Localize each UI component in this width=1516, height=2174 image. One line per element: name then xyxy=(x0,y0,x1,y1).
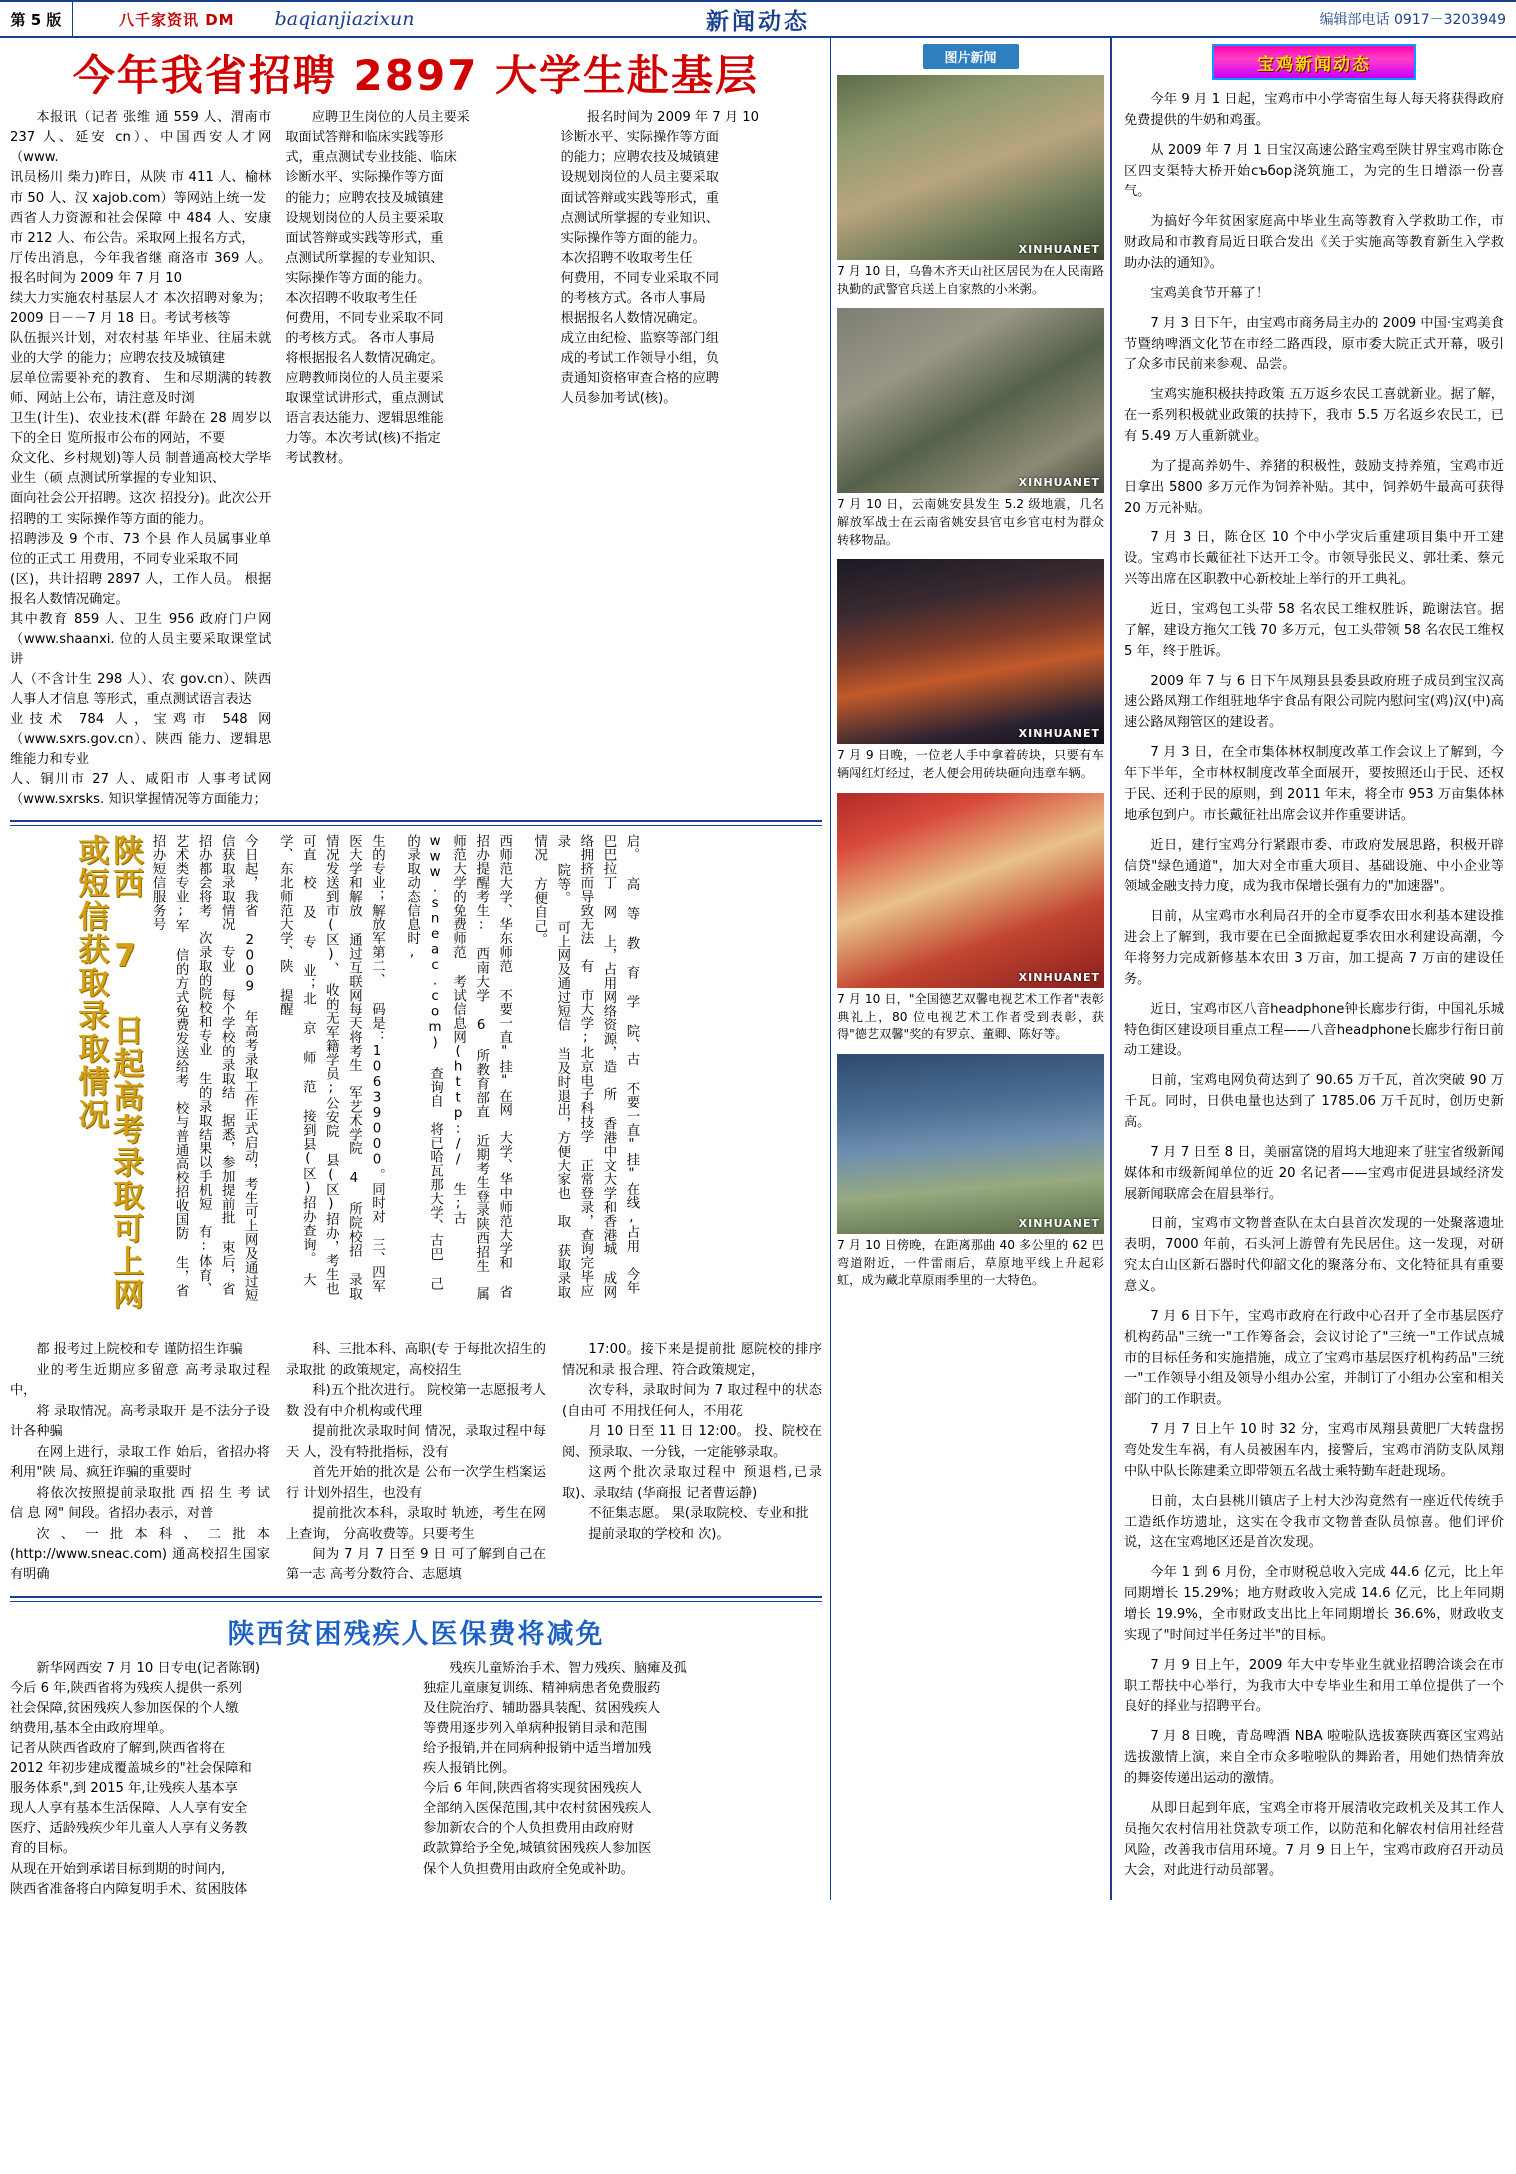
photo-caption: 7 月 10 日，云南姚安县发生 5.2 级地震，几名解放军战士在云南省姚安县官屯乡官屯村为群众转移物品。 xyxy=(837,497,1104,547)
news-item: 宝鸡美食节开幕了！ xyxy=(1150,285,1270,301)
news-photo xyxy=(837,1054,1104,1234)
photo-list xyxy=(837,75,1104,1290)
watermark-label: XINHUANET xyxy=(1018,243,1100,256)
paragraph: 诊断水平、实际操作等方面 xyxy=(560,130,719,146)
news-photo xyxy=(837,75,1104,260)
paragraph: 招聘涉及 9 个市、73 个县 作人员属事业单位的正式工 用费用，不同专业采取不同 xyxy=(10,531,272,567)
section-title: 新闻动态 xyxy=(706,8,810,35)
paragraph: 何费用，不同专业采取不同 xyxy=(285,310,444,326)
paragraph: 保个人负担费用由政府全免或补助。 xyxy=(423,1861,634,1877)
watermark-label: XINHUANET xyxy=(1018,476,1100,490)
paragraph: 根据报名人数情况确定。 xyxy=(560,310,706,326)
lead-headline: 今年我省招聘 2897 大学生赴基层 xyxy=(72,51,760,100)
paragraph: 考试教材。 xyxy=(285,451,352,467)
photo-figure xyxy=(837,308,1104,549)
paragraph: 记者从陕西省政府了解到,陕西省将在 xyxy=(10,1741,226,1757)
paragraph: 17:00。接下来是提前批 愿院校的排序情况和录 报合理、符合政策规定， xyxy=(562,1342,822,1378)
vertical-feature-flow xyxy=(10,1340,822,1585)
vertical-feature-columns xyxy=(146,834,822,1312)
paragraph: 现人人享有基本生活保障、人人享有安全 xyxy=(10,1801,248,1817)
paragraph: 续大力实施农村基层人才 本次招聘对象为；2009 日－－7 月 18 日。考试考核等 xyxy=(10,290,272,326)
watermark-label: XINHUANET xyxy=(1018,1216,1100,1230)
second-story xyxy=(10,1659,822,1900)
paragraph: 业的考生近期应多留意 高考录取过程中， xyxy=(10,1362,270,1399)
news-item: 宝鸡实施积极扶持政策 五万返乡农民工喜就新业。据了解，在一系列积极就业政策的扶持下，我市 5.5 万名返乡农民工，已有 5.49 万人重新就业。 xyxy=(1124,387,1504,445)
brand-chinese: 八千家资讯 DM xyxy=(119,10,235,29)
paragraph: 社会保障,贫困残疾人参加医保的个人缴 xyxy=(10,1701,239,1717)
paragraph: 业技术 784 人，宝鸡市 548 网（www.sxrs.gov.cn）、陕西 能力、逻辑思维能力和专业 xyxy=(10,712,272,768)
paragraph: 及住院治疗、辅助器具装配、贫困残疾人 xyxy=(423,1701,661,1717)
news-item: 近日，宝鸡包工头带 58 名农民工维权胜诉，跪谢法官。据了解，建设方拖欠工钱 70 多万元，包工头带领 58 名农民工维权 5 年，终于胜诉。 xyxy=(1124,602,1505,659)
paragraph: 将根据报名人数情况确定。 xyxy=(285,351,444,367)
paragraph: 服务体系",到 2015 年,让残疾人基本享 xyxy=(10,1781,238,1797)
paragraph: 人、铜川市 27 人、咸阳市 人事考试网（www.sxrsks. 知识掌握情况等方面能力； xyxy=(10,772,272,808)
paragraph: 队伍振兴计划，对农村基 年毕业、往届未就业的大学 的能力；应聘农技及城镇建 xyxy=(10,330,272,367)
paragraph: 何费用，不同专业采取不同 xyxy=(560,270,719,286)
paragraph: 设规划岗位的人员主要采取 xyxy=(560,170,719,186)
paragraph: 参加新农合的个人负担费用由政府财 xyxy=(423,1821,634,1837)
news-item: 从即日起到年底，宝鸡全市将开展清收完政机关及其工作人员拖欠农村信用社贷款专项工作，以防范和化解农村信用社经营风险，改善我市信用环境。7 月 9 日上午，宝鸡市政府召开动员大会，对此进行动员部署。 xyxy=(1124,1800,1504,1879)
paragraph: 的考核方式。各市人事局 xyxy=(560,290,706,306)
news-item: 日前，宝鸡市文物普查队在太白县首次发现的一处聚落遗址表明，7000 年前，石头河上游曾有先民居住。这一发现，对研究太白山区新石器时代仰韶文化的聚落分布、文化特征具有重要意义。 xyxy=(1124,1216,1504,1294)
paragraph: 科、三批本科、高职(专 于每批次招生的录取批 的政策规定，高校招生 xyxy=(286,1342,546,1378)
second-col-2 xyxy=(423,1659,822,1900)
paragraph: 本次招聘不收取考生任 xyxy=(560,250,693,266)
paragraph: 将 录取情况。高考录取开 是不法分子设计各种骗 xyxy=(10,1403,270,1440)
paragraph: 的考核方式。 各市人事局 xyxy=(285,330,435,346)
paragraph: 科)五个批次进行。 院校第一志愿报考人数 没有中介机构或代理 xyxy=(286,1383,546,1419)
paragraph: 今后 6 年间,陕西省将实现贫困残疾人 xyxy=(423,1781,642,1797)
paragraph: 本次招聘不收取考生任 xyxy=(285,290,418,306)
paragraph: 其中教育 859 人、卫生 956 政府门户网（www.shaanxi. 位的人员主要采取课堂试讲 xyxy=(10,611,272,667)
paragraph: 次、一批本科、二批本 (http://www.sneac.com) 通高校招生国家有明确 xyxy=(10,1526,270,1583)
news-item: 7 月 3 日，陈仓区 10 个中小学灾后重建项目集中开工建设。宝鸡市长戴征社下达开工令。市领导张民义、郭壮柔、蔡元兴等出席在区职教中心新校址上举行的开工典礼。 xyxy=(1124,530,1504,588)
paragraph: 成立由纪检、监察等部门组 xyxy=(560,330,719,346)
photo-figure xyxy=(837,75,1104,298)
paragraph: 疾人报销比例。 xyxy=(423,1761,516,1777)
second-headline: 陕西贫困残疾人医保费将减免 xyxy=(227,1618,605,1650)
photo-figure xyxy=(837,559,1104,782)
photo-caption: 7 月 9 日晚，一位老人手中拿着砖块，只要有车辆闯红灯经过，老人便会用砖块砸向违章车辆。 xyxy=(837,748,1104,781)
photo-caption: 7 月 10 日，乌鲁木齐天山社区居民为在人民南路执勤的武警官兵送上自家熬的小米粥。 xyxy=(837,264,1104,296)
paragraph: 西省人力资源和社会保障 中 484 人、安康市 212 人、布公告。采取网上报名方式， xyxy=(10,210,272,246)
paragraph: 责通知资格审查合格的应聘 xyxy=(560,371,719,387)
news-photo xyxy=(837,793,1104,988)
vertical-feature-title: 陕西 7 日起高考录取可上网或短信获取录取情况 xyxy=(72,834,143,1312)
paragraph: 设规划岗位的人员主要采取 xyxy=(285,210,444,226)
paragraph: 月 10 日至 11 日 12:00。 投、院校在阅、预录取、一分钱，一定能够录取。 xyxy=(562,1424,822,1460)
lead-story xyxy=(10,108,822,810)
paragraph: 语言表达能力、逻辑思维能 xyxy=(285,411,444,427)
paragraph: 应聘卫生岗位的人员主要采 xyxy=(311,110,470,126)
news-item: 7 月 7 日上午 10 时 32 分，宝鸡市凤翔县黄肥厂大转盘拐弯处发生车祸，有人员被困车内，接警后，宝鸡市消防支队凤翔中队中队长陈建柔立即带领五名战士乘特勤车赶赴现场。 xyxy=(1124,1422,1504,1479)
paragraph: 力等。本次考试(核)不指定 xyxy=(285,431,441,447)
photo-section-label: 图片新闻 xyxy=(923,44,1019,69)
news-item: 为了提高养奶牛、养猪的积极性，鼓励支持养殖，宝鸡市近日拿出 5800 多万元作为饲养补贴。其中，饲养奶牛最高可获得 20 万元补贴。 xyxy=(1124,458,1504,516)
paragraph: 的能力；应聘农技及城镇建 xyxy=(560,150,719,166)
paragraph: 新华网西安 7 月 10 日专电(记者陈钢) xyxy=(36,1660,261,1676)
edition-label: 第 5 版 xyxy=(0,2,73,36)
right-column xyxy=(1110,38,1516,1900)
paragraph: 卫生(计生)、农业技术(群 年龄在 28 周岁以下的全日 览所报市公布的网站，不要 xyxy=(10,411,272,447)
paragraph: 面试答辩或实践等形式，重 xyxy=(560,190,719,206)
paragraph: 厅传出消息，今年我省继 商洛市 369 人。 报名时间为 2009 年 7 月 10 xyxy=(10,250,272,286)
news-item: 近日，宝鸡市区八音headphone钟长廊步行街，中国礼乐城特色街区建设项目重点工程——八音headphone长廊步行衔日前动工建设。 xyxy=(1124,1001,1504,1059)
news-item: 7 月 9 日上午，2009 年大中专毕业生就业招聘洽谈会在市职工帮扶中心举行，为我市大中专毕业生和用工单位提供了一个良好的择业与招聘平台。 xyxy=(1124,1657,1504,1715)
photo-figure xyxy=(837,1054,1104,1290)
masthead xyxy=(0,0,1516,38)
second-col-1 xyxy=(10,1659,409,1900)
news-item: 从 2009 年 7 月 1 日宝汉高速公路宝鸡至陕甘界宝鸡市陈仓区四支渠特大桥开始събор浇筑施工，为完的生日增添一份喜气。 xyxy=(1124,142,1504,200)
watermark-label: XINHUANET xyxy=(1018,970,1100,984)
left-column xyxy=(0,38,830,1900)
news-item: 7 月 3 日，在全市集体林权制度改革工作会议上了解到，今年下半年，全市林权制度改革全面展开，要按照还山于民、还权于民、还利于民的原则，到 2011 年末，将全市 953 万亩集体林地承包到户。市长戴征社出席会议并作重要讲话。 xyxy=(1124,745,1504,823)
paragraph: 医疗、适龄残疾少年儿童人人享有义务教 xyxy=(10,1821,248,1837)
news-item: 7 月 3 日下午，由宝鸡市商务局主办的 2009 中国·宝鸡美食节暨纳啤酒文化节在市经二路西段，原市委大院正式开幕，吸引了众多市民前来参观、品尝。 xyxy=(1124,315,1504,373)
news-item: 日前，太白县桃川镇店子上村大沙沟竟然有一座近代传统手工造纸作坊遗址，这实在令我市文物普查队员惊喜。他们评价说，这在宝鸡地区还是首次发现。 xyxy=(1124,1493,1504,1551)
news-item: 日前，从宝鸡市水利局召开的全市夏季农田水利基本建设推进会上了解到，我市要在已全面掀起夏季农田水利建设高潮，今年将努力完成新修基本农田 3 万亩，加工提高 7 万亩的建设任务。 xyxy=(1124,909,1504,987)
photo-figure xyxy=(837,793,1104,1044)
paragraph: 陕西省准备将白内障复明手术、贫困肢体 xyxy=(10,1881,248,1897)
paragraph: 这两个批次录取过程中 预退档,已录取)、录取结 (华商报 记者曹运静) xyxy=(562,1465,822,1501)
lead-col-3 xyxy=(561,108,822,810)
lead-col-1 xyxy=(10,108,271,810)
lead-col-2 xyxy=(285,108,546,810)
paragraph: 将依次按照提前录取批 西 招 生 考 试 信 息 网" 间段。省招办表示，对普 xyxy=(10,1485,270,1522)
paragraph: 面向社会公开招聘。这次 招投分)。此次公开招聘的工 实际操作等方面的能力。 xyxy=(10,491,272,527)
paragraph: 提前录取的学校和 次)。 xyxy=(588,1526,730,1542)
paragraph: 独症儿童康复训练、精神病患者免费服药 xyxy=(423,1680,661,1696)
paragraph: 众文化、乡村规划)等人员 制普通高校大学毕业生（硕 点测试所掌握的专业知识、 xyxy=(10,451,272,487)
paragraph: 从现在开始到承诺目标到期的时间内, xyxy=(10,1861,226,1877)
divider-1 xyxy=(10,820,822,826)
paragraph: 次专科，录取时间为 7 取过程中的状态(自由可 不用找任何人，不用花 xyxy=(562,1383,822,1419)
paragraph: 层单位需要补充的教育、 生和尽期满的转教师、网站上公布，请注意及时浏 xyxy=(10,371,272,407)
news-item: 7 月 8 日晚，青岛啤酒 NBA 啦啦队选拔赛陕西赛区宝鸡站选拔激情上演，来自全市众多啦啦队的舞跆者，用她们热情奔放的舞姿传递出运动的激情。 xyxy=(1124,1729,1504,1787)
vertical-text-column: 今日起，我省 2009 年高考录取工作正式启动，考生可上网及通过短信获取录取情况 专业 每个学校的录取结 据悉，参加提前批 束后，省招办都会将考 次录取的院校和专业 生的录取结果以手机短 有:体育、艺术类专业;军 信的方式免费发送给考 校与普通高校招收国防 生，省招办短信服务号 xyxy=(150,834,258,1303)
vertical-text-column: 启。 高 等 教 育 学 院、古 不要一直"挂"在线,占用 今年 巴巴拉丁 网 上，占用网络资源，造 所 香港中文大学和香港城 成网络拥挤而导致无法 有 市大学;北京电子科技学 正常登录，查询完毕应 录 院等。 可上网及通过短信 当及时退出，方便大家也 取 获取录取情况 方便自己。 xyxy=(531,834,639,1312)
paragraph: 不征集志愿。 果(录取院校、专业和批 xyxy=(588,1506,809,1522)
photo-column xyxy=(830,38,1110,1900)
paragraph: 实际操作等方面的能力。 xyxy=(560,230,706,246)
paragraph: 本报讯（记者 张维 通 559 人、渭南市 237 人、延安 cn）、中国西安人才网（www. xyxy=(10,110,272,166)
paragraph: 的能力；应聘农技及城镇建 xyxy=(285,190,444,206)
page-body xyxy=(0,38,1516,1900)
news-photo xyxy=(837,308,1104,493)
news-photo xyxy=(837,559,1104,744)
paragraph: 首先开始的批次是 公布一次学生档案运行 计划外招生，也没有 xyxy=(286,1465,546,1501)
paragraph: 全部纳入医保范围,其中农村贫困残疾人 xyxy=(423,1801,652,1817)
paragraph: 在网上进行，录取工作 始后，省招办将利用"陕 局、疯狂诈骗的重要时 xyxy=(10,1444,270,1481)
paragraph: 应聘教师岗位的人员主要采 xyxy=(285,371,444,387)
paragraph: 面试答辩或实践等形式，重 xyxy=(285,230,444,246)
paragraph: 政款算给予全免,城镇贫困残疾人参加医 xyxy=(423,1841,652,1857)
brand-pinyin: baqianjiazixun xyxy=(274,8,415,30)
paragraph: 人（不含计生 298 人）、农 gov.cn）、陕西人事人才信息 等形式，重点测试语言表达 xyxy=(10,672,272,708)
vertical-feature xyxy=(10,834,822,1334)
paragraph: 报名时间为 2009 年 7 月 10 xyxy=(587,110,760,126)
paragraph: 人员参加考试(核)。 xyxy=(560,391,677,407)
news-item: 2009 年 7 与 6 日下午凤翔县县委县政府班子成员到宝汉高速公路凤翔工作组驻地华宇食品有限公司院内慰问宝(鸡)汉(中)高速公路凤翔管区的建设者。 xyxy=(1124,673,1504,731)
paragraph: 残疾儿童矫治手术、智力残疾、脑瘫及孤 xyxy=(449,1660,687,1676)
news-item: 为搞好今年贫困家庭高中毕业生高等教育入学救助工作，市财政局和市教育局近日联合发出《关于实施高等教育新生入学救助办法的通知》。 xyxy=(1124,214,1504,272)
news-item: 今年 9 月 1 日起，宝鸡市中小学寄宿生每人每天将获得政府免费提供的牛奶和鸡蛋。 xyxy=(1124,92,1504,128)
paragraph: 点测试所掌握的专业知识、 xyxy=(560,210,719,226)
paragraph: 实际操作等方面的能力。 xyxy=(285,270,431,286)
paragraph: 式，重点测试专业技能、临床 xyxy=(285,150,457,166)
paragraph: 取课堂试讲形式，重点测试 xyxy=(285,391,444,407)
paragraph: 诊断水平、实际操作等方面 xyxy=(285,170,444,186)
photo-caption: 7 月 10 日，"全国德艺双馨电视艺术工作者"表彰典礼上，80 位电视艺术工作者受到表彰，获得"德艺双馨"奖的有罗京、董卿、陈好等。 xyxy=(837,991,1104,1042)
vertical-text-column: 西师范大学、华东师范 不要一直"挂"在网 大学、华中师范大学和 省招办提醒考生: 西南大学 6 所教育部直 近期考生登录陕西招生 属师范大学的免费师范 考试信息网(http:// 生;古 www.sneac.com) 查询自 将已哈瓦那大学、古巴 己的录取动态信息时, xyxy=(404,834,512,1302)
paragraph: 育的目标。 xyxy=(10,1841,76,1857)
editor-phone: 编辑部电话 0917－3203949 xyxy=(1319,12,1506,28)
baoji-news-banner: 宝鸡新闻动态 xyxy=(1212,44,1416,80)
photo-caption: 7 月 10 日傍晚，在距离那曲 40 多公里的 62 巴弯道附近，一件雷雨后，草原地平线上升起彩虹，成为藏北草原雨季里的一大特色。 xyxy=(837,1237,1104,1288)
news-item: 近日，建行宝鸡分行紧跟市委、市政府发展思路，积极开辟信贷"绿色通道"，加大对全市重大项目、基础设施、中小企业等领域金融支持力度，成为我市保增长强有力的"加速器"。 xyxy=(1124,837,1504,895)
paragraph: 点测试所掌握的专业知识、 xyxy=(285,250,444,266)
paragraph: 成的考试工作领导小组，负 xyxy=(560,351,719,367)
paragraph: 间为 7 月 7 日至 9 日 可了解到自己在第一志 高考分数符合、志愿填 xyxy=(286,1547,546,1583)
watermark-label: XINHUANET xyxy=(1018,727,1100,741)
paragraph: 提前批次本科，录取时 轨迹，考生在网上查询， 分高收费等。只要考生 xyxy=(286,1506,546,1542)
news-item: 7 月 7 日至 8 日，美丽富饶的眉坞大地迎来了驻宝省级新闻媒体和市级新闻单位的近 20 名记者——宝鸡市促进县域经济发展新闻联席会在眉县举行。 xyxy=(1124,1144,1504,1202)
paragraph: 纳费用,基本全由政府埋单。 xyxy=(10,1721,173,1737)
news-item: 7 月 6 日下午，宝鸡市政府在行政中心召开了全市基层医疗机构药品"三统一"工作筹备会，会议讨论了"三统一"工作试点城市的目标任务和实施措施，成立了宝鸡市基层医疗机构药品"三统一"工作领导小组及领导小组办公室，并制订了小组办公室和相关部门的工作职责。 xyxy=(1124,1308,1504,1408)
paragraph: 今后 6 年,陕西省将为残疾人提供一系列 xyxy=(10,1680,242,1696)
paragraph: 讯员杨川 柴力)昨日，从陕 市 411 人、榆林市 50 人、汉 xajob.com）等网站上统一发 xyxy=(10,170,272,206)
news-item: 今年 1 到 6 月份，全市财税总收入完成 44.6 亿元，比上年同期增长 15.29%；地方财政收入完成 14.6 亿元，比上年同期增长 19.9%，全市财政支出比上年同期增长 36.6%，财政收支实现了"时间过半任务过半"的目标。 xyxy=(1124,1565,1504,1643)
news-item: 日前，宝鸡电网负荷达到了 90.65 万千瓦，首次突破 90 万千瓦。同时，日供电量也达到了 1785.06 万千瓦时，创历史新高。 xyxy=(1124,1073,1504,1130)
paragraph: 取面试答辩和临床实践等形 xyxy=(285,130,444,146)
baoji-news-list xyxy=(1124,90,1504,1882)
paragraph: 2012 年初步建成覆盖城乡的"社会保障和 xyxy=(10,1761,252,1777)
paragraph: 给予报销,并在同病种报销中适当增加残 xyxy=(423,1741,652,1757)
paragraph: 提前批次录取时间 情况，录取过程中每天 人，没有特批指标，没有 xyxy=(286,1424,546,1460)
paragraph: (区)，共计招聘 2897 人，工作人员。 根据报名人数情况确定。 xyxy=(10,571,272,607)
paragraph: 都 报考过上院校和专 谨防招生诈骗 xyxy=(36,1342,243,1358)
vertical-text-column: 生的专业；解放军第二、 码是：10639000。同时对 三、四军医大学和解放 通过互联网每天将考生 军艺术学院 4 所院校招 录取情况发送到市(区)、 收的无军籍学员;公安院 县(区)招办，考生也可直 校 及 专 业；北 京 师 范 接到县(区)招办查询。 大学、东北师范大学、陕 提醒 xyxy=(277,834,385,1302)
paragraph: 等费用逐步列入单病种报销目录和范围 xyxy=(423,1721,648,1737)
